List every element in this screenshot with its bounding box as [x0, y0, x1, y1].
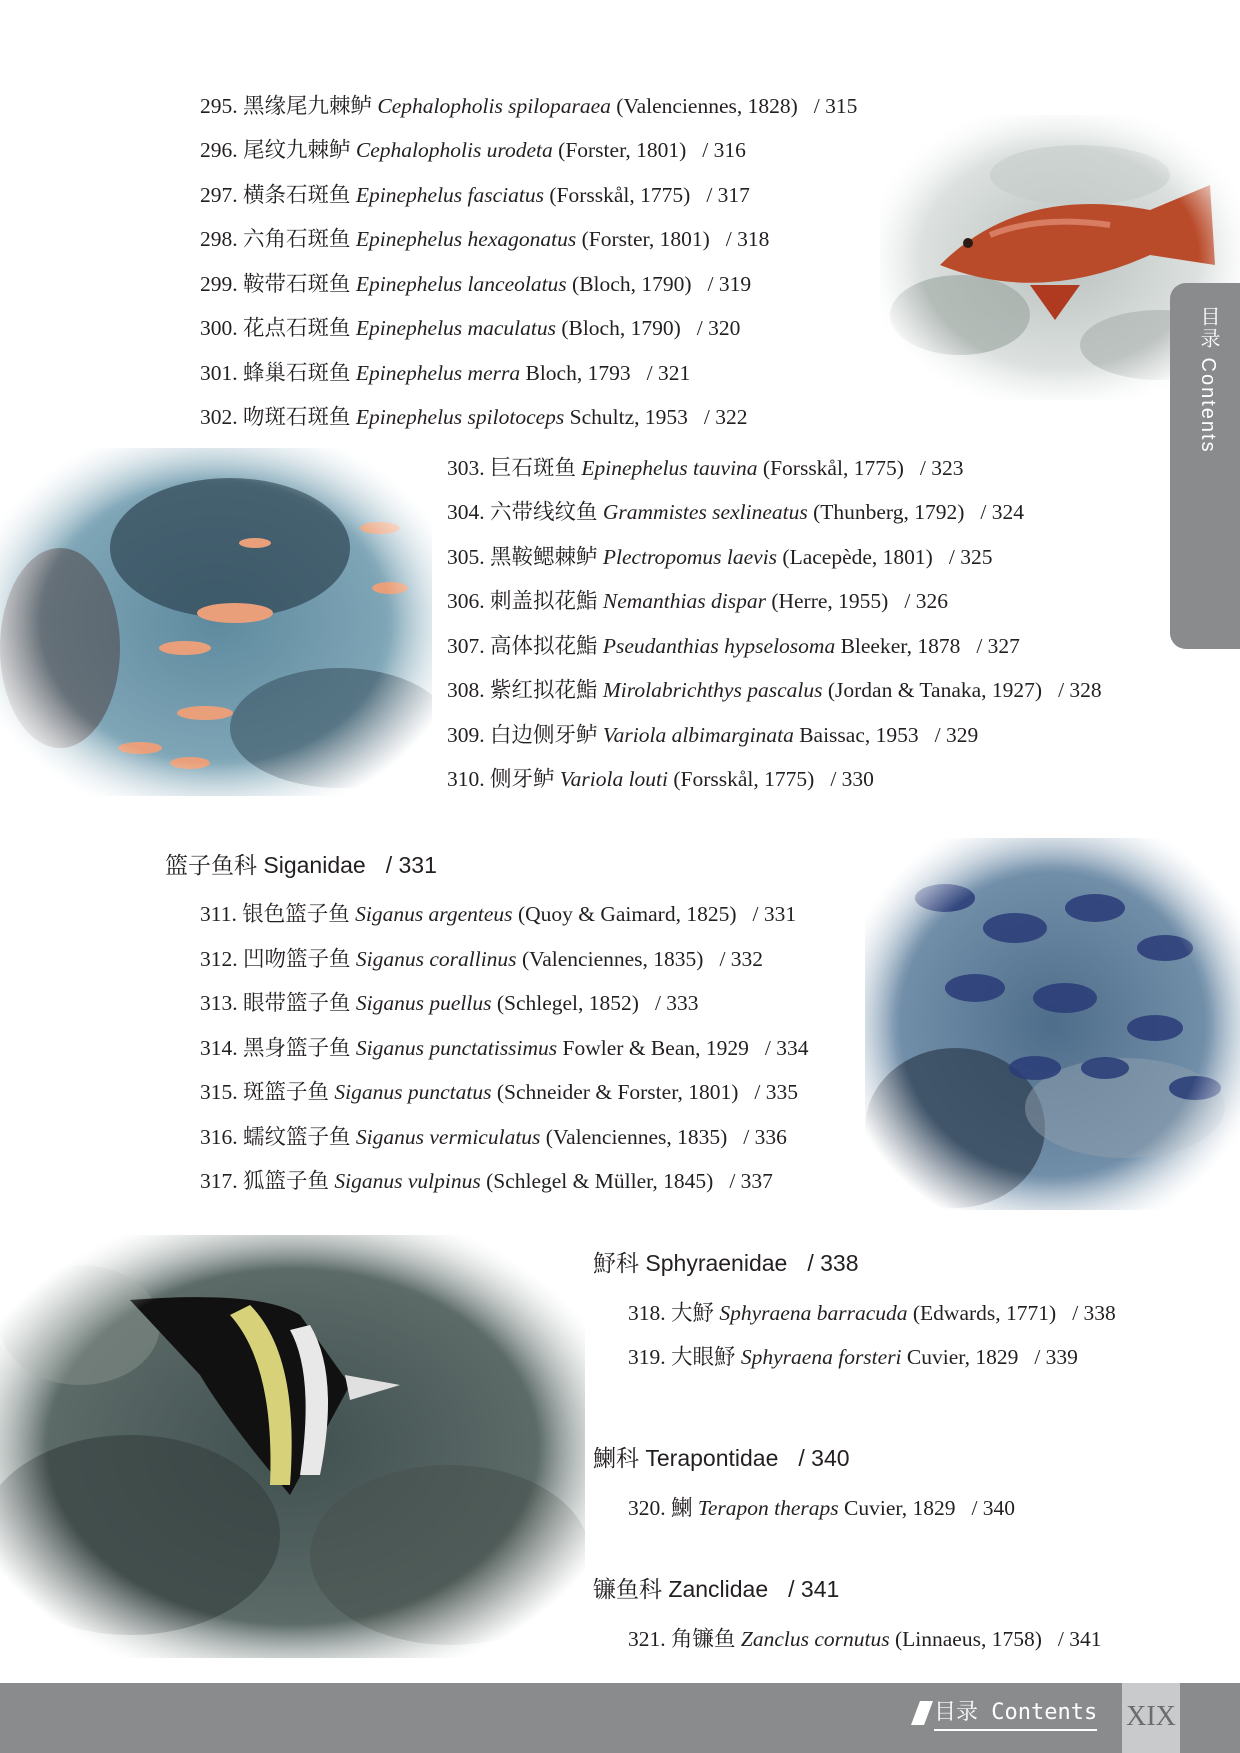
list-item: 301. 蜂巢石斑鱼 Epinephelus merra Bloch, 1793 / 321: [200, 361, 691, 385]
list-item: 297. 横条石斑鱼 Epinephelus fasciatus (Forsskål, 1775) / 317: [200, 183, 750, 207]
photo-anthias-school: [0, 448, 432, 796]
family-heading: 篮子鱼科 Siganidae / 331: [165, 852, 437, 878]
list-item: 308. 紫红拟花鮨 Mirolabrichthys pascalus (Jordan & Tanaka, 1927) / 328: [447, 678, 1102, 702]
list-item: 318. 大魣 Sphyraena barracuda (Edwards, 1771) / 338: [628, 1301, 1116, 1325]
list-item: 312. 凹吻篮子鱼 Siganus corallinus (Valenciennes, 1835) / 332: [200, 947, 764, 971]
list-item: 315. 斑篮子鱼 Siganus punctatus (Schneider & Forster, 1801) / 335: [200, 1080, 799, 1104]
photo-rabbitfish-school: [865, 838, 1240, 1210]
list-item: 302. 吻斑石斑鱼 Epinephelus spilotoceps Schultz, 1953 / 322: [200, 405, 748, 429]
list-item: 309. 白边侧牙鲈 Variola albimarginata Baissac, 1953 / 329: [447, 723, 979, 747]
family-heading: 魣科 Sphyraenidae / 338: [593, 1250, 859, 1276]
list-item: 311. 银色篮子鱼 Siganus argenteus (Quoy & Gaimard, 1825) / 331: [200, 902, 797, 926]
footer-contents-link[interactable]: 目录 Contents: [934, 1697, 1097, 1731]
contents-side-tab-label: 目录 Contents: [1197, 306, 1219, 454]
list-item: 307. 高体拟花鮨 Pseudanthias hypselosoma Bleeker, 1878 / 327: [447, 634, 1020, 658]
list-item: 296. 尾纹九棘鲈 Cephalopholis urodeta (Forster, 1801) / 316: [200, 138, 746, 162]
list-item: 319. 大眼魣 Sphyraena forsteri Cuvier, 1829 / 339: [628, 1345, 1078, 1369]
list-item: 300. 花点石斑鱼 Epinephelus maculatus (Bloch, 1790) / 320: [200, 316, 741, 340]
list-item: 299. 鞍带石斑鱼 Epinephelus lanceolatus (Bloch, 1790) / 319: [200, 272, 752, 296]
family-heading: 鯻科 Terapontidae / 340: [593, 1445, 850, 1471]
list-item: 295. 黑缘尾九棘鲈 Cephalopholis spiloparaea (Valenciennes, 1828) / 315: [200, 94, 858, 118]
family-heading: 镰鱼科 Zanclidae / 341: [593, 1576, 840, 1602]
list-item: 306. 刺盖拟花鮨 Nemanthias dispar (Herre, 1955) / 326: [447, 589, 948, 613]
list-item: 313. 眼带篮子鱼 Siganus puellus (Schlegel, 1852) / 333: [200, 991, 699, 1015]
list-item: 298. 六角石斑鱼 Epinephelus hexagonatus (Forster, 1801) / 318: [200, 227, 770, 251]
list-item: 317. 狐篮子鱼 Siganus vulpinus (Schlegel & Müller, 1845) / 337: [200, 1169, 773, 1193]
list-item: 310. 侧牙鲈 Variola louti (Forsskål, 1775) / 330: [447, 767, 874, 791]
list-item: 316. 蠕纹篮子鱼 Siganus vermiculatus (Valenciennes, 1835) / 336: [200, 1125, 787, 1149]
list-item: 314. 黑身篮子鱼 Siganus punctatissimus Fowler & Bean, 1929 / 334: [200, 1036, 809, 1060]
slash-mark-icon: [910, 1700, 934, 1726]
list-item: 321. 角镰鱼 Zanclus cornutus (Linnaeus, 1758) / 341: [628, 1627, 1102, 1651]
list-item: 305. 黑鞍鳃棘鲈 Plectropomus laevis (Lacepède, 1801) / 325: [447, 545, 993, 569]
photo-moorish-idol: [0, 1235, 585, 1658]
page-number: XIX: [1126, 1701, 1176, 1732]
list-item: 320. 鯻 Terapon theraps Cuvier, 1829 / 340: [628, 1496, 1016, 1520]
list-item: 303. 巨石斑鱼 Epinephelus tauvina (Forsskål, 1775) / 323: [447, 456, 964, 480]
list-item: 304. 六带线纹鱼 Grammistes sexlineatus (Thunberg, 1792) / 324: [447, 500, 1024, 524]
